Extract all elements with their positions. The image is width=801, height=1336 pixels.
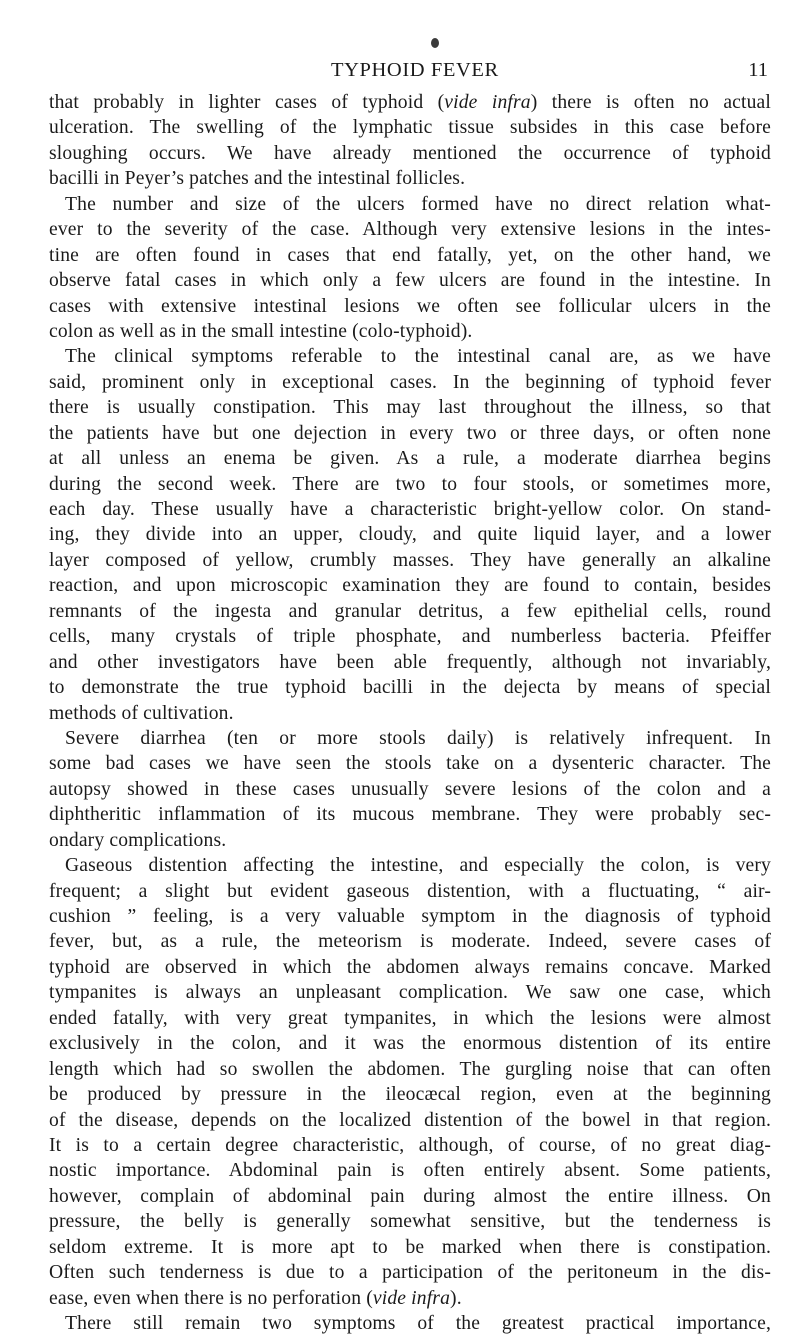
text-line: said, prominent only in exceptional cases. In the beginning of typhoid fever xyxy=(49,371,771,393)
text-line: observe fatal cases in which only a few ulcers are found in the intestine. In xyxy=(49,270,771,292)
running-title: TYPHOID FEVER xyxy=(331,59,499,81)
text-line: seldom extreme. It is more apt to be marked when there is constipation. xyxy=(49,1236,771,1258)
text-line: colon as well as in the small intestine (colo-typhoid). xyxy=(49,320,473,342)
text-line: The clinical symptoms referable to the intestinal canal are, as we have xyxy=(65,346,771,368)
text-line: Often such tenderness is due to a participation of the peritoneum in the dis- xyxy=(49,1262,771,1284)
text-line: ease, even when there is no perforation (vide infra). xyxy=(49,1287,462,1309)
text-line: that probably in lighter cases of typhoid (vide infra) there is often no actual xyxy=(49,92,771,113)
text-line: frequent; a slight but evident gaseous distention, with a fluctuating, “ air- xyxy=(49,880,771,902)
text-line: typhoid are observed in which the abdomen always remains concave. Marked xyxy=(49,956,771,978)
text-line: fever, but, as a rule, the meteorism is moderate. Indeed, severe cases of xyxy=(49,931,771,953)
text-line: ing, they divide into an upper, cloudy, and quite liquid layer, and a lower xyxy=(49,524,771,546)
text-line: There still remain two symptoms of the greatest practical importance, xyxy=(65,1313,771,1334)
text-line: cells, many crystals of triple phosphate, and numberless bacteria. Pfeiffer xyxy=(49,626,771,648)
text-line: autopsy showed in these cases unusually severe lesions of the colon and a xyxy=(49,778,771,800)
text-line: layer composed of yellow, crumbly masses. They have generally an alkaline xyxy=(49,549,771,571)
text-line: pressure, the belly is generally somewhat sensitive, but the tenderness is xyxy=(49,1211,771,1233)
text-line: ended fatally, with very great tympanites, in which the lesions were almost xyxy=(49,1007,771,1029)
text-line: length which had so swollen the abdomen. The gurgling noise that can often xyxy=(49,1058,771,1080)
text-line: ondary complications. xyxy=(49,829,227,851)
text-line: Gaseous distention affecting the intestine, and especially the colon, is very xyxy=(65,855,771,877)
text-line: of the disease, depends on the localized distention of the bowel in that region. xyxy=(49,1109,771,1131)
text-line: there is usually constipation. This may last throughout the illness, so that xyxy=(49,397,771,419)
text-line: remnants of the ingesta and granular detritus, a few epithelial cells, round xyxy=(49,600,771,622)
text-line: cushion ” feeling, is a very valuable symptom in the diagnosis of typhoid xyxy=(49,906,771,927)
text-line: nostic importance. Abdominal pain is often entirely absent. Some patients, xyxy=(49,1160,771,1182)
printer-ornament-dot xyxy=(431,38,439,48)
text-line: Severe diarrhea (ten or more stools daily) is relatively infrequent. In xyxy=(65,727,771,749)
text-line: exclusively in the colon, and it was the enormous distention of its entire xyxy=(49,1033,771,1055)
text-line: ulceration. The swelling of the lymphatic tissue subsides in this case before xyxy=(49,117,771,139)
text-line: however, complain of abdominal pain during almost the entire illness. On xyxy=(49,1185,771,1207)
text-line: cases with extensive intestinal lesions we often see follicular ulcers in the xyxy=(49,295,771,317)
text-line: and other investigators have been able frequently, although not invariably, xyxy=(49,651,771,673)
text-line: tympanites is always an unpleasant complication. We saw one case, which xyxy=(49,982,771,1004)
text-line: some bad cases we have seen the stools take on a dysenteric character. The xyxy=(49,753,771,775)
text-line: bacilli in Peyer’s patches and the intestinal follicles. xyxy=(49,168,466,190)
text-line: to demonstrate the true typhoid bacilli in the dejecta by means of special xyxy=(49,677,771,699)
text-line: tine are often found in cases that end fatally, yet, on the other hand, we xyxy=(49,244,771,266)
text-line: each day. These usually have a characteristic bright-yellow color. On stand- xyxy=(49,499,771,520)
text-line: diphtheritic inflammation of its mucous membrane. They were probably sec- xyxy=(49,804,771,826)
text-line: during the second week. There are two to four stools, or sometimes more, xyxy=(49,473,771,495)
page-header xyxy=(0,57,801,83)
text-line: methods of cultivation. xyxy=(49,702,234,724)
page-number: 11 xyxy=(748,59,768,81)
text-line: It is to a certain degree characteristic, although, of course, of no great diag- xyxy=(49,1134,771,1156)
text-line: sloughing occurs. We have already mentioned the occurrence of typhoid xyxy=(49,142,771,164)
text-line: be produced by pressure in the ileocæcal region, even at the beginning xyxy=(49,1084,771,1106)
text-line: at all unless an enema be given. As a rule, a moderate diarrhea begins xyxy=(49,448,771,470)
text-line: the patients have but one dejection in every two or three days, or often none xyxy=(49,422,771,444)
body-text xyxy=(49,90,771,1336)
text-line: reaction, and upon microscopic examination they are found to contain, besides xyxy=(49,575,771,597)
text-line: ever to the severity of the case. Although very extensive lesions in the intes- xyxy=(49,219,771,241)
text-line: The number and size of the ulcers formed have no direct relation what- xyxy=(65,193,771,215)
